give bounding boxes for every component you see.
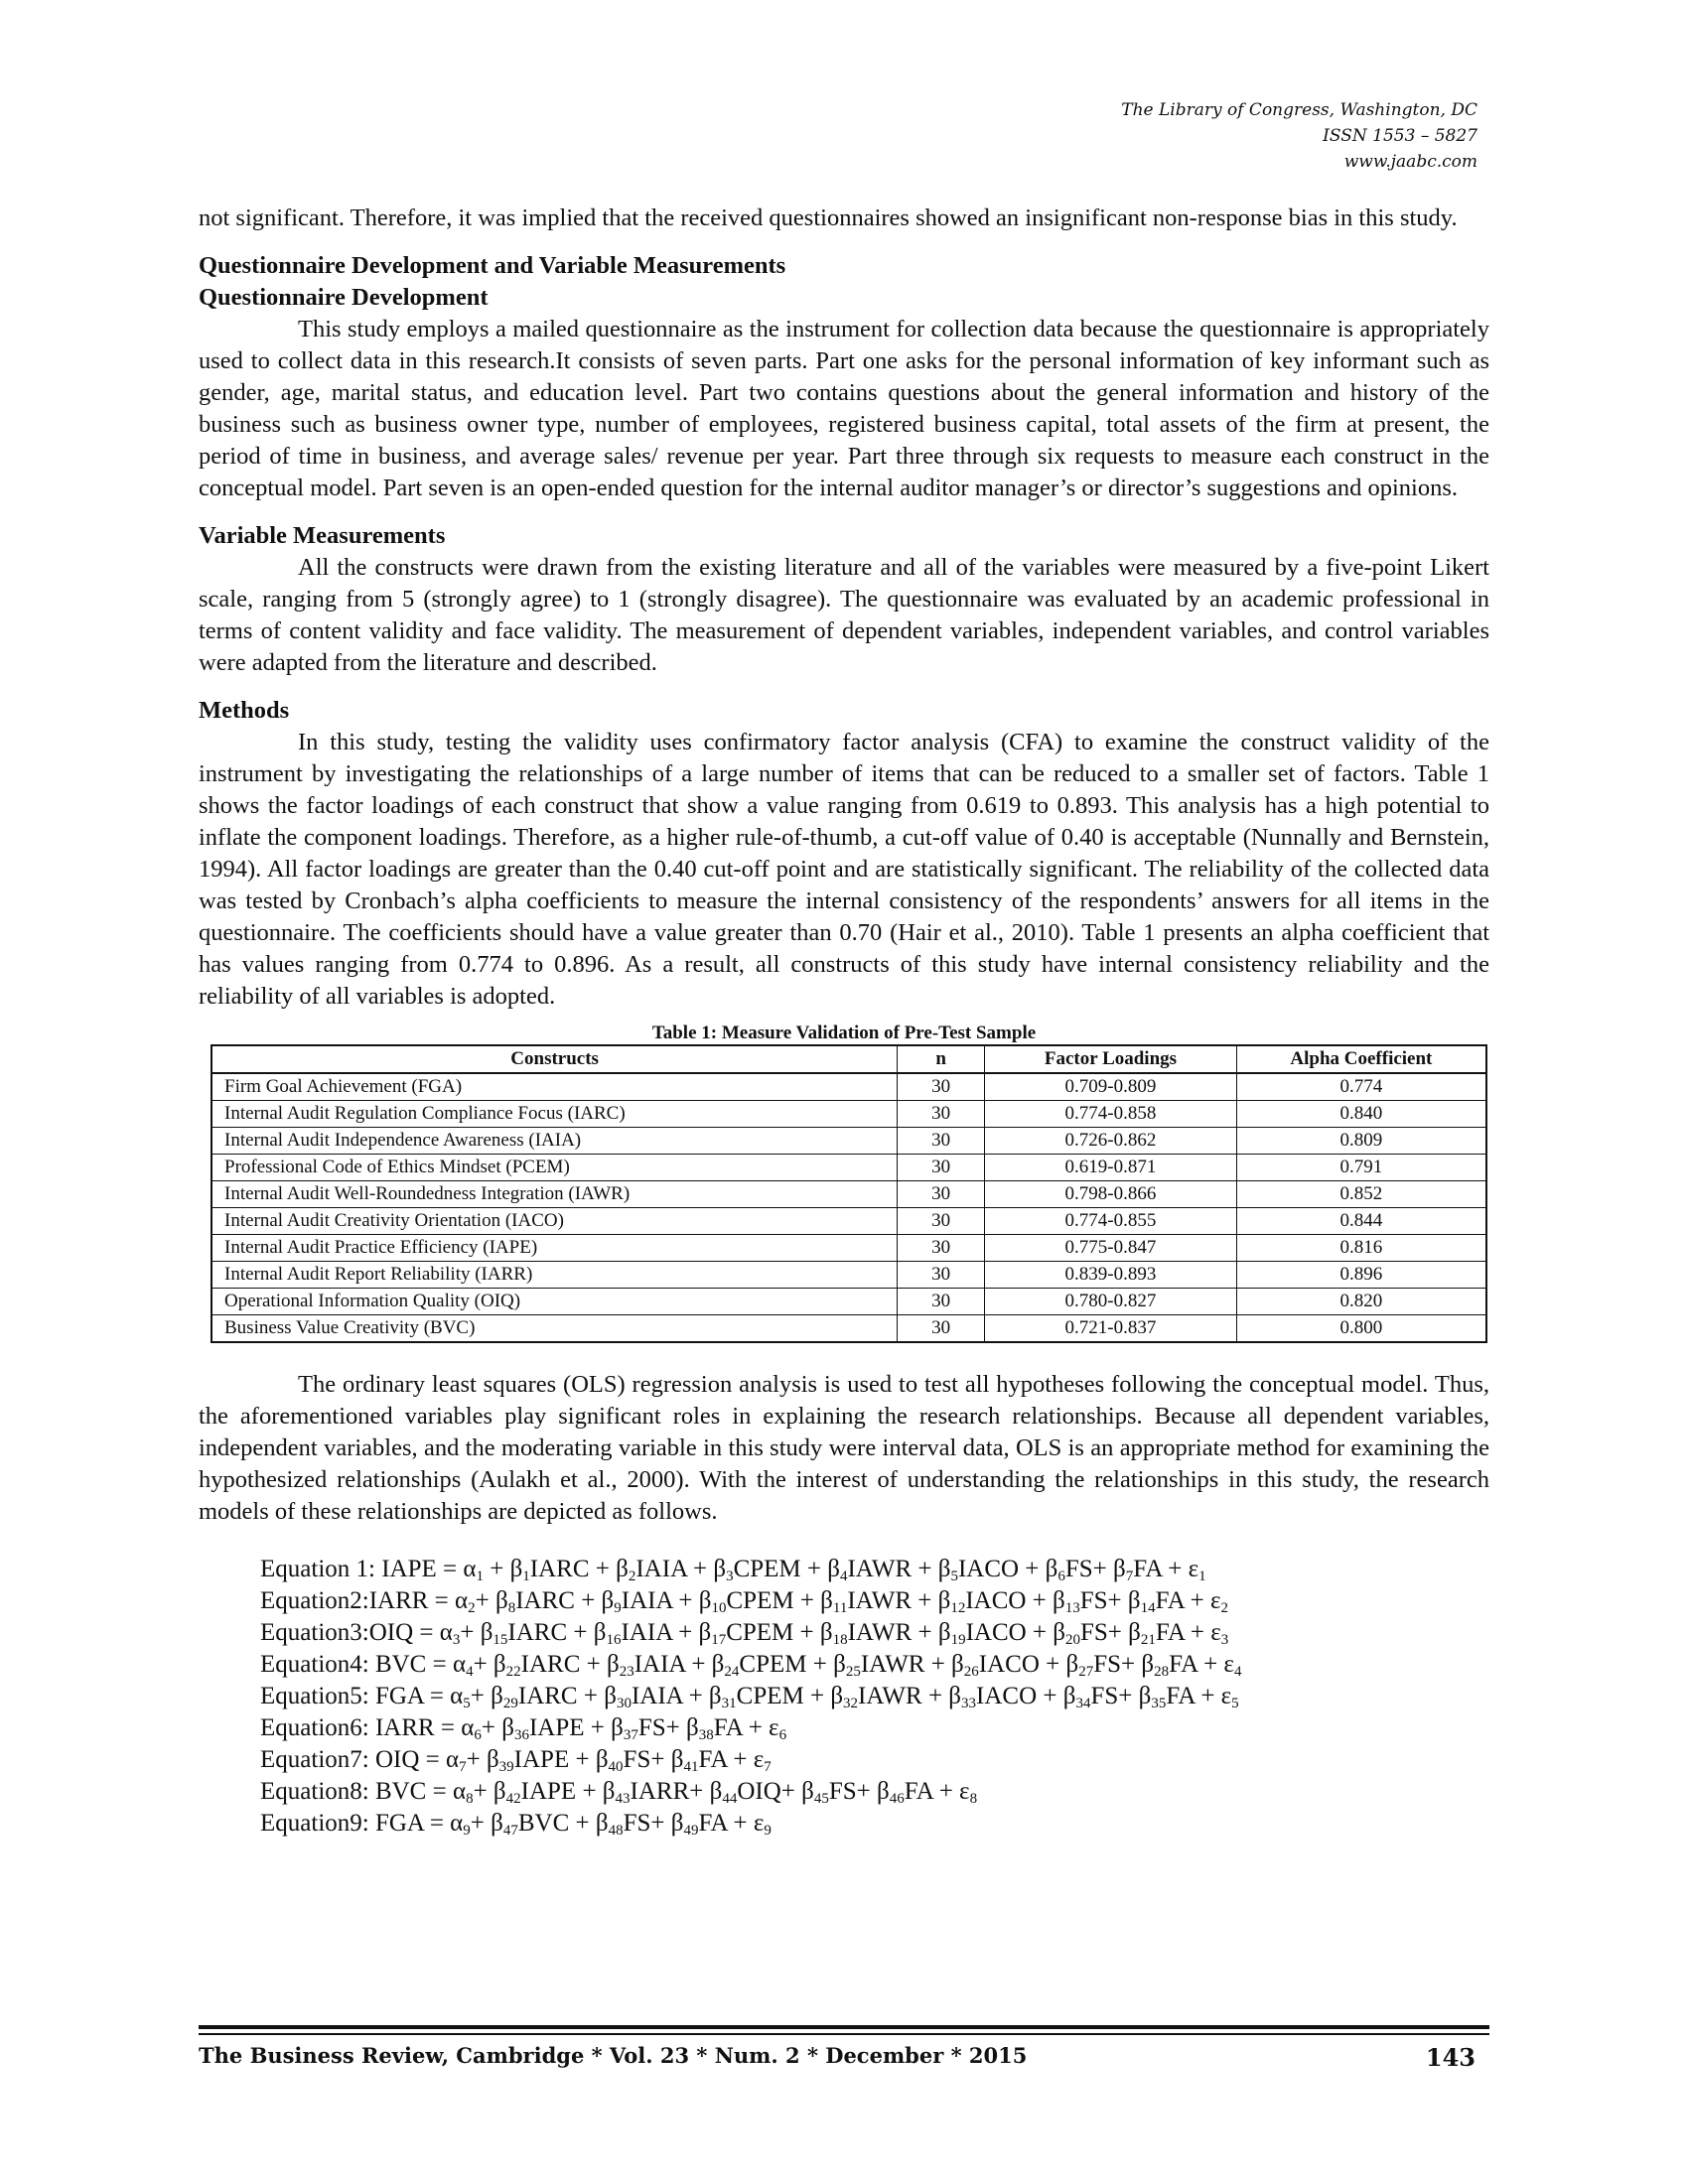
footer-rule-thin xyxy=(199,2033,1489,2035)
cell-alpha-coefficient: 0.809 xyxy=(1236,1128,1486,1155)
equation-2: Equation2:IARR = $\alpha_2+$ $\beta_8IARC$ + $\beta_9IAIA$ + $\beta_{10}CPEM$ + $\beta_{11}IAWR$ + $\beta_{12}IACO + \beta_{13}FS+ \beta_{14}FA + \varepsilon_2$ xyxy=(260,1587,1228,1616)
equation-1: Equation 1: IAPE = $\alpha_1$ + $\beta_1IARC$ + $\beta_2IAIA$ + $\beta_3CPEM$ + $\beta_4IAWR$ + $\beta_5IACO + \beta_6FS+ \beta_7FA + \varepsilon_1$ xyxy=(260,1556,1206,1584)
cell-n: 30 xyxy=(898,1208,985,1235)
cell-n: 30 xyxy=(898,1289,985,1315)
equation-7: Equation7: OIQ = $\alpha_7+$ $\beta_{39}IAPE + \beta_{40}FS+ \beta_{41}FA + \varepsilon_7$ xyxy=(260,1746,772,1775)
table-row xyxy=(211,1235,1486,1262)
cell-n: 30 xyxy=(898,1315,985,1343)
table-body xyxy=(211,1073,1486,1342)
page-number: 143 xyxy=(1425,2043,1476,2072)
header-website: www.jaabc.com xyxy=(1343,152,1477,172)
cell-factor-loadings: 0.780-0.827 xyxy=(985,1289,1237,1315)
running-header xyxy=(1121,97,1477,175)
paragraph-intro: not significant. Therefore, it was implied that the received questionnaires showed an insignificant non-response bias in this study. xyxy=(199,205,1458,231)
cell-n: 30 xyxy=(898,1181,985,1208)
paragraph-questionnaire-development: This study employs a mailed questionnaire as the instrument for collection data because the questionnaire is appropriately used to collect data in this research.It consists of seven parts. Part one asks for the personal information of key informant such as gender, age, marital status, and education level. Part two contains questions about the general information and history of the business such as business owner type, number of employees, registered business capital, total assets of the firm at present, the period of time in business, and average sales/ revenue per year. Part three through six requests to measure each construct in the conceptual model. Part seven is an open-ended question for the internal auditor manager’s or director’s suggestions and opinions. xyxy=(199,316,1489,501)
equation-5: Equation5: FGA = $\alpha_5+$ $\beta_{29}IARC$ + $\beta_{30}IAIA$ + $\beta_{31}CPEM$ + $\beta_{32}IAWR$ + $\beta_{33}IACO + \beta_{34}FS+ \beta_{35}FA + \varepsilon_5$ xyxy=(260,1683,1239,1711)
heading-variable-measurements: Variable Measurements xyxy=(199,522,446,549)
table-row xyxy=(211,1315,1486,1343)
cell-alpha-coefficient: 0.844 xyxy=(1236,1208,1486,1235)
cell-factor-loadings: 0.726-0.862 xyxy=(985,1128,1237,1155)
footer-rule-thick xyxy=(199,2025,1489,2029)
cell-construct: Internal Audit Practice Efficiency (IAPE) xyxy=(211,1235,898,1262)
table-row xyxy=(211,1208,1486,1235)
cell-alpha-coefficient: 0.800 xyxy=(1236,1315,1486,1343)
cell-construct: Internal Audit Well-Roundedness Integration (IAWR) xyxy=(211,1181,898,1208)
cell-alpha-coefficient: 0.852 xyxy=(1236,1181,1486,1208)
column-header-factor-loadings: Factor Loadings xyxy=(985,1045,1237,1073)
cell-construct: Internal Audit Regulation Compliance Focus (IARC) xyxy=(211,1101,898,1128)
cell-n: 30 xyxy=(898,1128,985,1155)
cell-factor-loadings: 0.721-0.837 xyxy=(985,1315,1237,1343)
cell-alpha-coefficient: 0.820 xyxy=(1236,1289,1486,1315)
table-row xyxy=(211,1128,1486,1155)
cell-factor-loadings: 0.774-0.855 xyxy=(985,1208,1237,1235)
footer-journal-citation: The Business Review, Cambridge * Vol. 23 * Num. 2 * December * 2015 xyxy=(199,2043,1028,2068)
cell-factor-loadings: 0.619-0.871 xyxy=(985,1155,1237,1181)
cell-alpha-coefficient: 0.896 xyxy=(1236,1262,1486,1289)
cell-construct: Internal Audit Report Reliability (IARR) xyxy=(211,1262,898,1289)
cell-factor-loadings: 0.839-0.893 xyxy=(985,1262,1237,1289)
cell-construct: Firm Goal Achievement (FGA) xyxy=(211,1073,898,1101)
cell-n: 30 xyxy=(898,1262,985,1289)
table-caption: Table 1: Measure Validation of Pre-Test Sample xyxy=(651,1023,1037,1043)
measure-validation-table xyxy=(211,1044,1487,1343)
cell-alpha-coefficient: 0.791 xyxy=(1236,1155,1486,1181)
cell-n: 30 xyxy=(898,1073,985,1101)
cell-factor-loadings: 0.774-0.858 xyxy=(985,1101,1237,1128)
equation-4: Equation4: BVC = $\alpha_4+$ $\beta_{22}IARC$ + $\beta_{23}IAIA$ + $\beta_{24}CPEM$ + $\beta_{25}IAWR$ + $\beta_{26}IACO + \beta_{27}FS+ \beta_{28}FA + \varepsilon_4$ xyxy=(260,1651,1242,1680)
cell-construct: Professional Code of Ethics Mindset (PCEM) xyxy=(211,1155,898,1181)
cell-construct: Business Value Creativity (BVC) xyxy=(211,1315,898,1343)
paragraph-methods: In this study, testing the validity uses confirmatory factor analysis (CFA) to examine the construct validity of the instrument by investigating the relationships of a large number of items that can be reduced to a smaller set of factors. Table 1 shows the factor loadings of each construct that show a value ranging from 0.619 to 0.893. This analysis has a high potential to inflate the component loadings. Therefore, as a higher rule-of-thumb, a cut-off value of 0.40 is acceptable (Nunnally and Bernstein, 1994). All factor loadings are greater than the 0.40 cut-off point and are statistically significant. The reliability of the collected data was tested by Cronbach’s alpha coefficients to measure the internal consistency of the respondents’ answers for all items in the questionnaire. The coefficients should have a value greater than 0.70 (Hair et al., 2010). Table 1 presents an alpha coefficient that has values ranging from 0.774 to 0.896. As a result, all constructs of this study have internal consistency reliability and the reliability of all variables is adopted. xyxy=(199,729,1489,1010)
cell-n: 30 xyxy=(898,1155,985,1181)
cell-n: 30 xyxy=(898,1235,985,1262)
cell-construct: Internal Audit Creativity Orientation (IACO) xyxy=(211,1208,898,1235)
heading-questionnaire-development: Questionnaire Development xyxy=(199,284,489,311)
table-row xyxy=(211,1073,1486,1101)
equation-list xyxy=(199,1554,1489,1840)
paragraph-variable-measurements: All the constructs were drawn from the existing literature and all of the variables were measured by a five-point Likert scale, ranging from 5 (strongly agree) to 1 (strongly disagree). The questionnaire was evaluated by an academic professional in terms of content validity and face validity. The measurement of dependent variables, independent variables, and control variables were adapted from the literature and described. xyxy=(199,554,1489,676)
equation-8: Equation8: BVC = $\alpha_8+$ $\beta_{42}IAPE$ + $\beta_{43}IARR+ \beta_{44}OIQ+ \beta_{45}FS+ \beta_{46}FA + \varepsilon_8$ xyxy=(260,1778,978,1807)
table-row xyxy=(211,1101,1486,1128)
header-library: The Library of Congress, Washington, DC xyxy=(1121,100,1477,120)
table-row xyxy=(211,1181,1486,1208)
table-row xyxy=(211,1155,1486,1181)
heading-methods: Methods xyxy=(199,697,290,724)
equation-9: Equation9: FGA = $\alpha_9+ \beta_{47}BVC + \beta_{48}FS+ \beta_{49}FA + \varepsilon_9$ xyxy=(260,1810,772,1839)
cell-n: 30 xyxy=(898,1101,985,1128)
column-header-alpha-coefficient: Alpha Coefficient xyxy=(1236,1045,1486,1073)
table-row xyxy=(211,1262,1486,1289)
table-row xyxy=(211,1289,1486,1315)
cell-alpha-coefficient: 0.774 xyxy=(1236,1073,1486,1101)
column-header-constructs: Constructs xyxy=(211,1045,898,1073)
cell-construct: Internal Audit Independence Awareness (IAIA) xyxy=(211,1128,898,1155)
column-header-n: n xyxy=(898,1045,985,1073)
equation-6: Equation6: IARR = $\alpha_6+$ $\beta_{36}IAPE + \beta_{37}FS+ \beta_{38}FA + \varepsilon_6$ xyxy=(260,1714,787,1743)
equation-3: Equation3:OIQ = $\alpha_3+$ $\beta_{15}IARC$ + $\beta_{16}IAIA$ + $\beta_{17}CPEM$ + $\beta_{18}IAWR$ + $\beta_{19}IACO + \beta_{20}FS+ \beta_{21}FA + \varepsilon_3$ xyxy=(260,1619,1229,1648)
paragraph-ols: The ordinary least squares (OLS) regression analysis is used to test all hypotheses following the conceptual model. Thus, the aforementioned variables play significant roles in explaining the research relationships. Because all dependent variables, independent variables, and the moderating variable in this study were interval data, OLS is an appropriate method for examining the hypothesized relationships (Aulakh et al., 2000). With the interest of understanding the relationships in this study, the research models of these relationships are depicted as follows. xyxy=(199,1371,1489,1525)
article-body xyxy=(199,203,1489,1840)
cell-alpha-coefficient: 0.840 xyxy=(1236,1101,1486,1128)
cell-factor-loadings: 0.798-0.866 xyxy=(985,1181,1237,1208)
heading-questionnaire-development-and-variable-measurements: Questionnaire Development and Variable Measurements xyxy=(199,252,786,279)
table-header-row xyxy=(211,1045,1486,1073)
cell-construct: Operational Information Quality (OIQ) xyxy=(211,1289,898,1315)
cell-factor-loadings: 0.709-0.809 xyxy=(985,1073,1237,1101)
cell-factor-loadings: 0.775-0.847 xyxy=(985,1235,1237,1262)
header-issn: ISSN 1553 – 5827 xyxy=(1323,126,1477,146)
cell-alpha-coefficient: 0.816 xyxy=(1236,1235,1486,1262)
